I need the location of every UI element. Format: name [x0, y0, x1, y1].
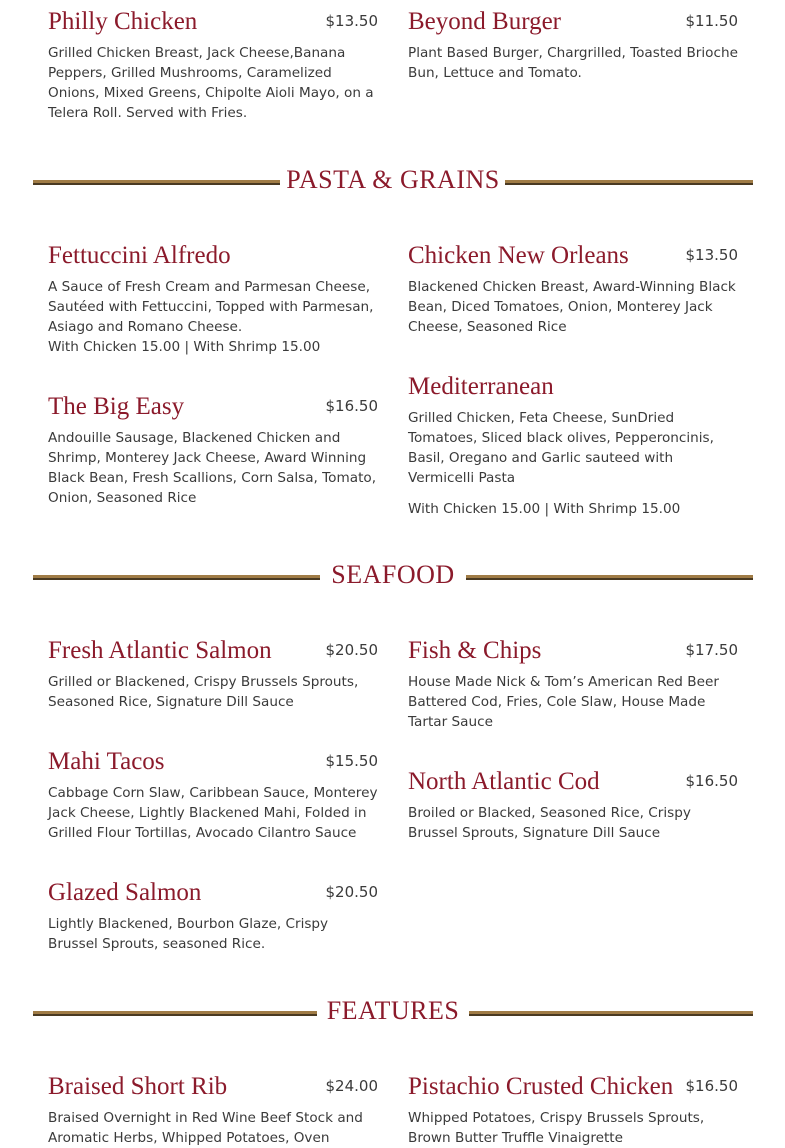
- item-name: Fettuccini Alfredo: [48, 242, 231, 269]
- section-header-features: [33, 993, 753, 1033]
- item-name: Mahi Tacos: [48, 748, 165, 775]
- item-price: $13.50: [685, 246, 738, 264]
- section-header-pasta-grains: [33, 162, 753, 202]
- item-price: $24.00: [325, 1077, 378, 1095]
- item-description: House Made Nick & Tom’s American Red Beer Battered Cod, Fries, Cole Slaw, House Made Tartar Sauce: [408, 674, 719, 730]
- item-description: Lightly Blackened, Bourbon Glaze, Crispy Brussel Sprouts, seasoned Rice.: [48, 916, 329, 952]
- item-name: Pistachio Crusted Chicken: [408, 1073, 674, 1100]
- item-name: North Atlantic Cod: [408, 768, 600, 795]
- item-name: Fresh Atlantic Salmon: [48, 637, 272, 664]
- item-description: Broiled or Blacked, Seasoned Rice, Crispy Brussel Sprouts, Signature Dill Sauce: [408, 805, 691, 841]
- item-description: Grilled Chicken Breast, Jack Cheese,Banana Peppers, Grilled Mushrooms, Caramelized Onions, Mixed Greens, Chipolte Aioli Mayo, on a Telera Roll. Served with Fries.: [48, 45, 374, 121]
- item-add-ons: With Chicken 15.00 | With Shrimp 15.00: [48, 339, 321, 355]
- item-description: Cabbage Corn Slaw, Caribbean Sauce, Monterey Jack Cheese, Lightly Blackened Mahi, Folded in Grilled Flour Tortillas, Avocado Cilantro Sauce: [48, 785, 378, 841]
- item-price: $20.50: [325, 883, 378, 901]
- item-description: Whipped Potatoes, Crispy Brussels Sprouts, Brown Butter Truffle Vinaigrette: [408, 1110, 705, 1146]
- item-description: Braised Overnight in Red Wine Beef Stock and Aromatic Herbs, Whipped Potatoes, Oven: [48, 1110, 363, 1146]
- section-title: FEATURES: [326, 996, 460, 1025]
- section-header-seafood: [33, 557, 753, 597]
- item-description: Plant Based Burger, Chargrilled, Toasted Brioche Bun, Lettuce and Tomato.: [408, 45, 738, 81]
- item-description: Blackened Chicken Breast, Award-Winning Black Bean, Diced Tomatoes, Onion, Monterey Jack Cheese, Seasoned Rice: [408, 279, 736, 335]
- item-price: $20.50: [325, 641, 378, 659]
- item-name: Chicken New Orleans: [408, 242, 629, 269]
- item-name: Philly Chicken: [48, 8, 198, 35]
- item-add-ons: With Chicken 15.00 | With Shrimp 15.00: [408, 501, 681, 517]
- item-name: Beyond Burger: [408, 8, 561, 35]
- item-price: $16.50: [685, 1077, 738, 1095]
- item-price: $16.50: [325, 397, 378, 415]
- item-price: $13.50: [325, 12, 378, 30]
- item-price: $11.50: [685, 12, 738, 30]
- item-description: Grilled or Blackened, Crispy Brussels Sprouts, Seasoned Rice, Signature Dill Sauce: [48, 674, 359, 710]
- item-name: Mediterranean: [408, 373, 554, 400]
- section-title: SEAFOOD: [331, 560, 455, 589]
- item-name: Glazed Salmon: [48, 879, 202, 906]
- item-name: The Big Easy: [48, 393, 185, 420]
- item-description: Grilled Chicken, Feta Cheese, SunDried Tomatoes, Sliced black olives, Pepperoncinis, Basil, Oregano and Garlic sauteed with Vermicelli Pasta: [408, 410, 714, 486]
- item-price: $17.50: [685, 641, 738, 659]
- item-description: Andouille Sausage, Blackened Chicken and Shrimp, Monterey Jack Cheese, Award Winning Black Bean, Fresh Scallions, Corn Salsa, Tomato, Onion, Seasoned Rice: [48, 430, 377, 506]
- item-description: A Sauce of Fresh Cream and Parmesan Cheese, Sautéed with Fettuccini, Topped with Parmesan, Asiago and Romano Cheese.: [48, 279, 374, 335]
- section-title: PASTA & GRAINS: [286, 165, 500, 194]
- item-price: $15.50: [325, 752, 378, 770]
- item-name: Fish & Chips: [408, 637, 542, 664]
- item-name: Braised Short Rib: [48, 1073, 228, 1100]
- item-price: $16.50: [685, 772, 738, 790]
